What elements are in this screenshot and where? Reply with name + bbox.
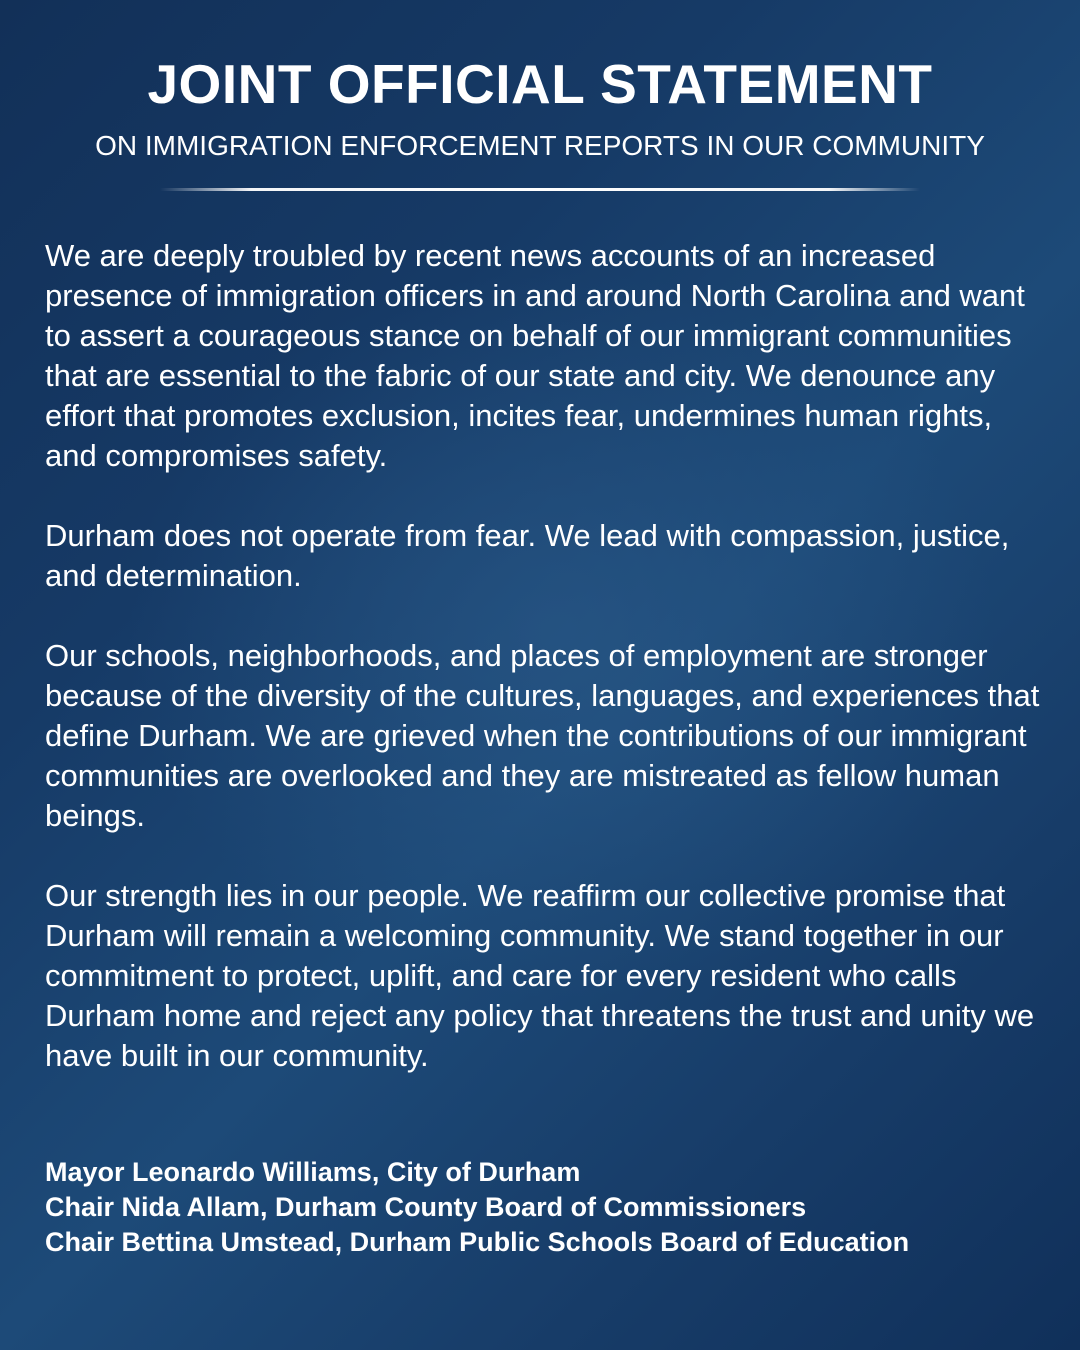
title-divider	[160, 188, 920, 191]
signatory-county-chair: Chair Nida Allam, Durham County Board of Commissioners	[45, 1192, 807, 1222]
statement-subtitle: ON IMMIGRATION ENFORCEMENT REPORTS IN OUR COMMUNITY	[95, 130, 985, 161]
paragraph-4: Our strength lies in our people. We reaffirm our collective promise that Durham will remain a welcoming community. We stand together in our commitment to protect, uplift, and care for every resident who calls Durham home and reject any policy that threatens the trust and unity we have built in our community.	[45, 878, 1035, 1073]
signatory-schools-chair: Chair Bettina Umstead, Durham Public Schools Board of Education	[45, 1227, 910, 1257]
paragraph-2: Durham does not operate from fear. We lead with compassion, justice, and determination.	[45, 518, 1010, 593]
signatory-list	[45, 1155, 1055, 1260]
statement-title: JOINT OFFICIAL STATEMENT	[147, 53, 933, 115]
statement-body	[45, 236, 1045, 1116]
paragraph-3: Our schools, neighborhoods, and places of employment are stronger because of the diversity of the cultures, languages, and experiences that define Durham. We are grieved when the contributions of our immigrant communities are overlooked and they are mistreated as fellow human beings.	[45, 638, 1040, 833]
paragraph-1: We are deeply troubled by recent news accounts of an increased presence of immigration officers in and around North Carolina and want to assert a courageous stance on behalf of our immigrant communities that are essential to the fabric of our state and city. We denounce any effort that promotes exclusion, incites fear, undermines human rights, and compromises safety.	[45, 238, 1025, 473]
signatory-mayor: Mayor Leonardo Williams, City of Durham	[45, 1157, 581, 1187]
